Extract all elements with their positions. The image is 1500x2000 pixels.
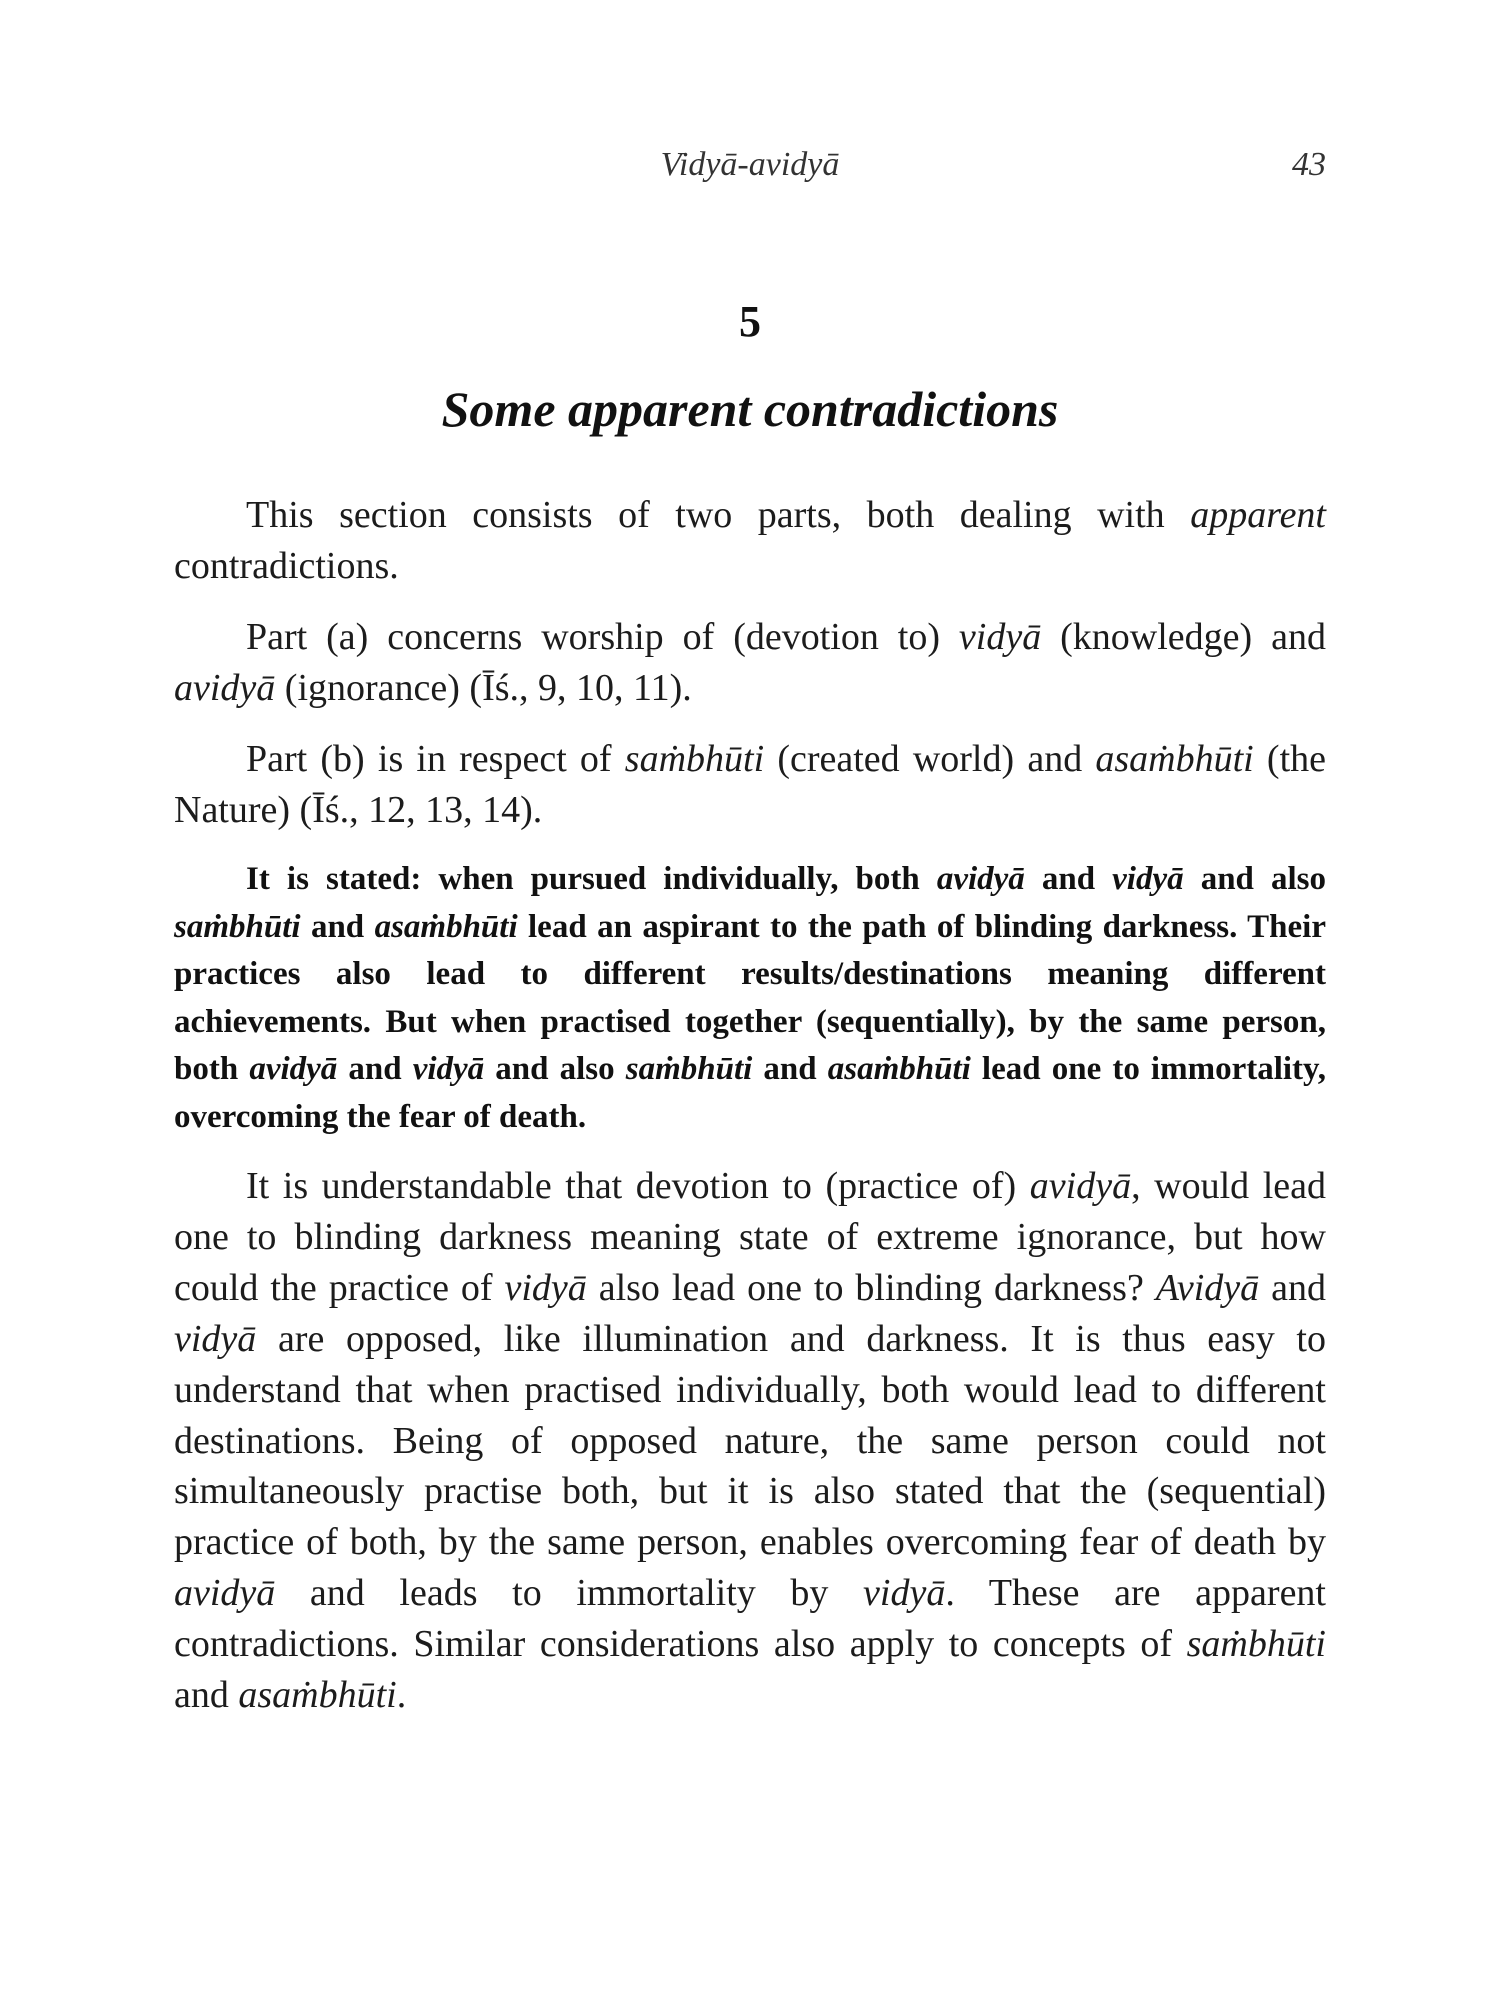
chapter-number: 5 <box>739 297 761 346</box>
paragraph-statement: It is stated: when pursued individually, both avidyā and vidyā and also saṁbhūti and asaṁbhūti lead an aspirant to the path of blinding darkness. Their practices also lead to different results/destinations meaning different achievements. But when practised together (sequentially), by the same person, both avidyā and vidyā and also saṁbhūti and asaṁbhūti lead one to immortality, overcoming the fear of death. <box>174 861 1326 1135</box>
paragraph-intro: This section consists of two parts, both dealing with apparent contradictions. <box>174 494 1326 587</box>
page-number: 43 <box>1292 146 1326 183</box>
body-text <box>174 490 1326 1721</box>
page-header <box>174 146 1326 196</box>
chapter-title: Some apparent contradictions <box>441 381 1059 437</box>
paragraph-part-b: Part (b) is in respect of saṁbhūti (created world) and asaṁbhūti (the Nature) (Īś., 12, 13, 14). <box>174 738 1326 831</box>
paragraph-discussion: It is understandable that devotion to (practice of) avidyā, would lead one to blinding darkness meaning state of extreme ignorance, but how could the practice of vidyā also lead one to blinding darkness? Avidyā and vidyā are opposed, like illumination and darkness. It is thus easy to understand that when practised individually, both would lead to different destinations. Being of opposed nature, the same person could not simultaneously practise both, but it is also stated that the (sequential) practice of both, by the same person, enables overcoming fear of death by avidyā and leads to immortality by vidyā. These are apparent contradictions. Similar considerations also apply to concepts of saṁbhūti and asaṁbhūti. <box>174 1165 1326 1717</box>
running-title: Vidyā-avidyā <box>660 146 840 183</box>
paragraph-part-a: Part (a) concerns worship of (devotion to) vidyā (knowledge) and avidyā (ignorance) (Īś., 9, 10, 11). <box>174 616 1326 709</box>
